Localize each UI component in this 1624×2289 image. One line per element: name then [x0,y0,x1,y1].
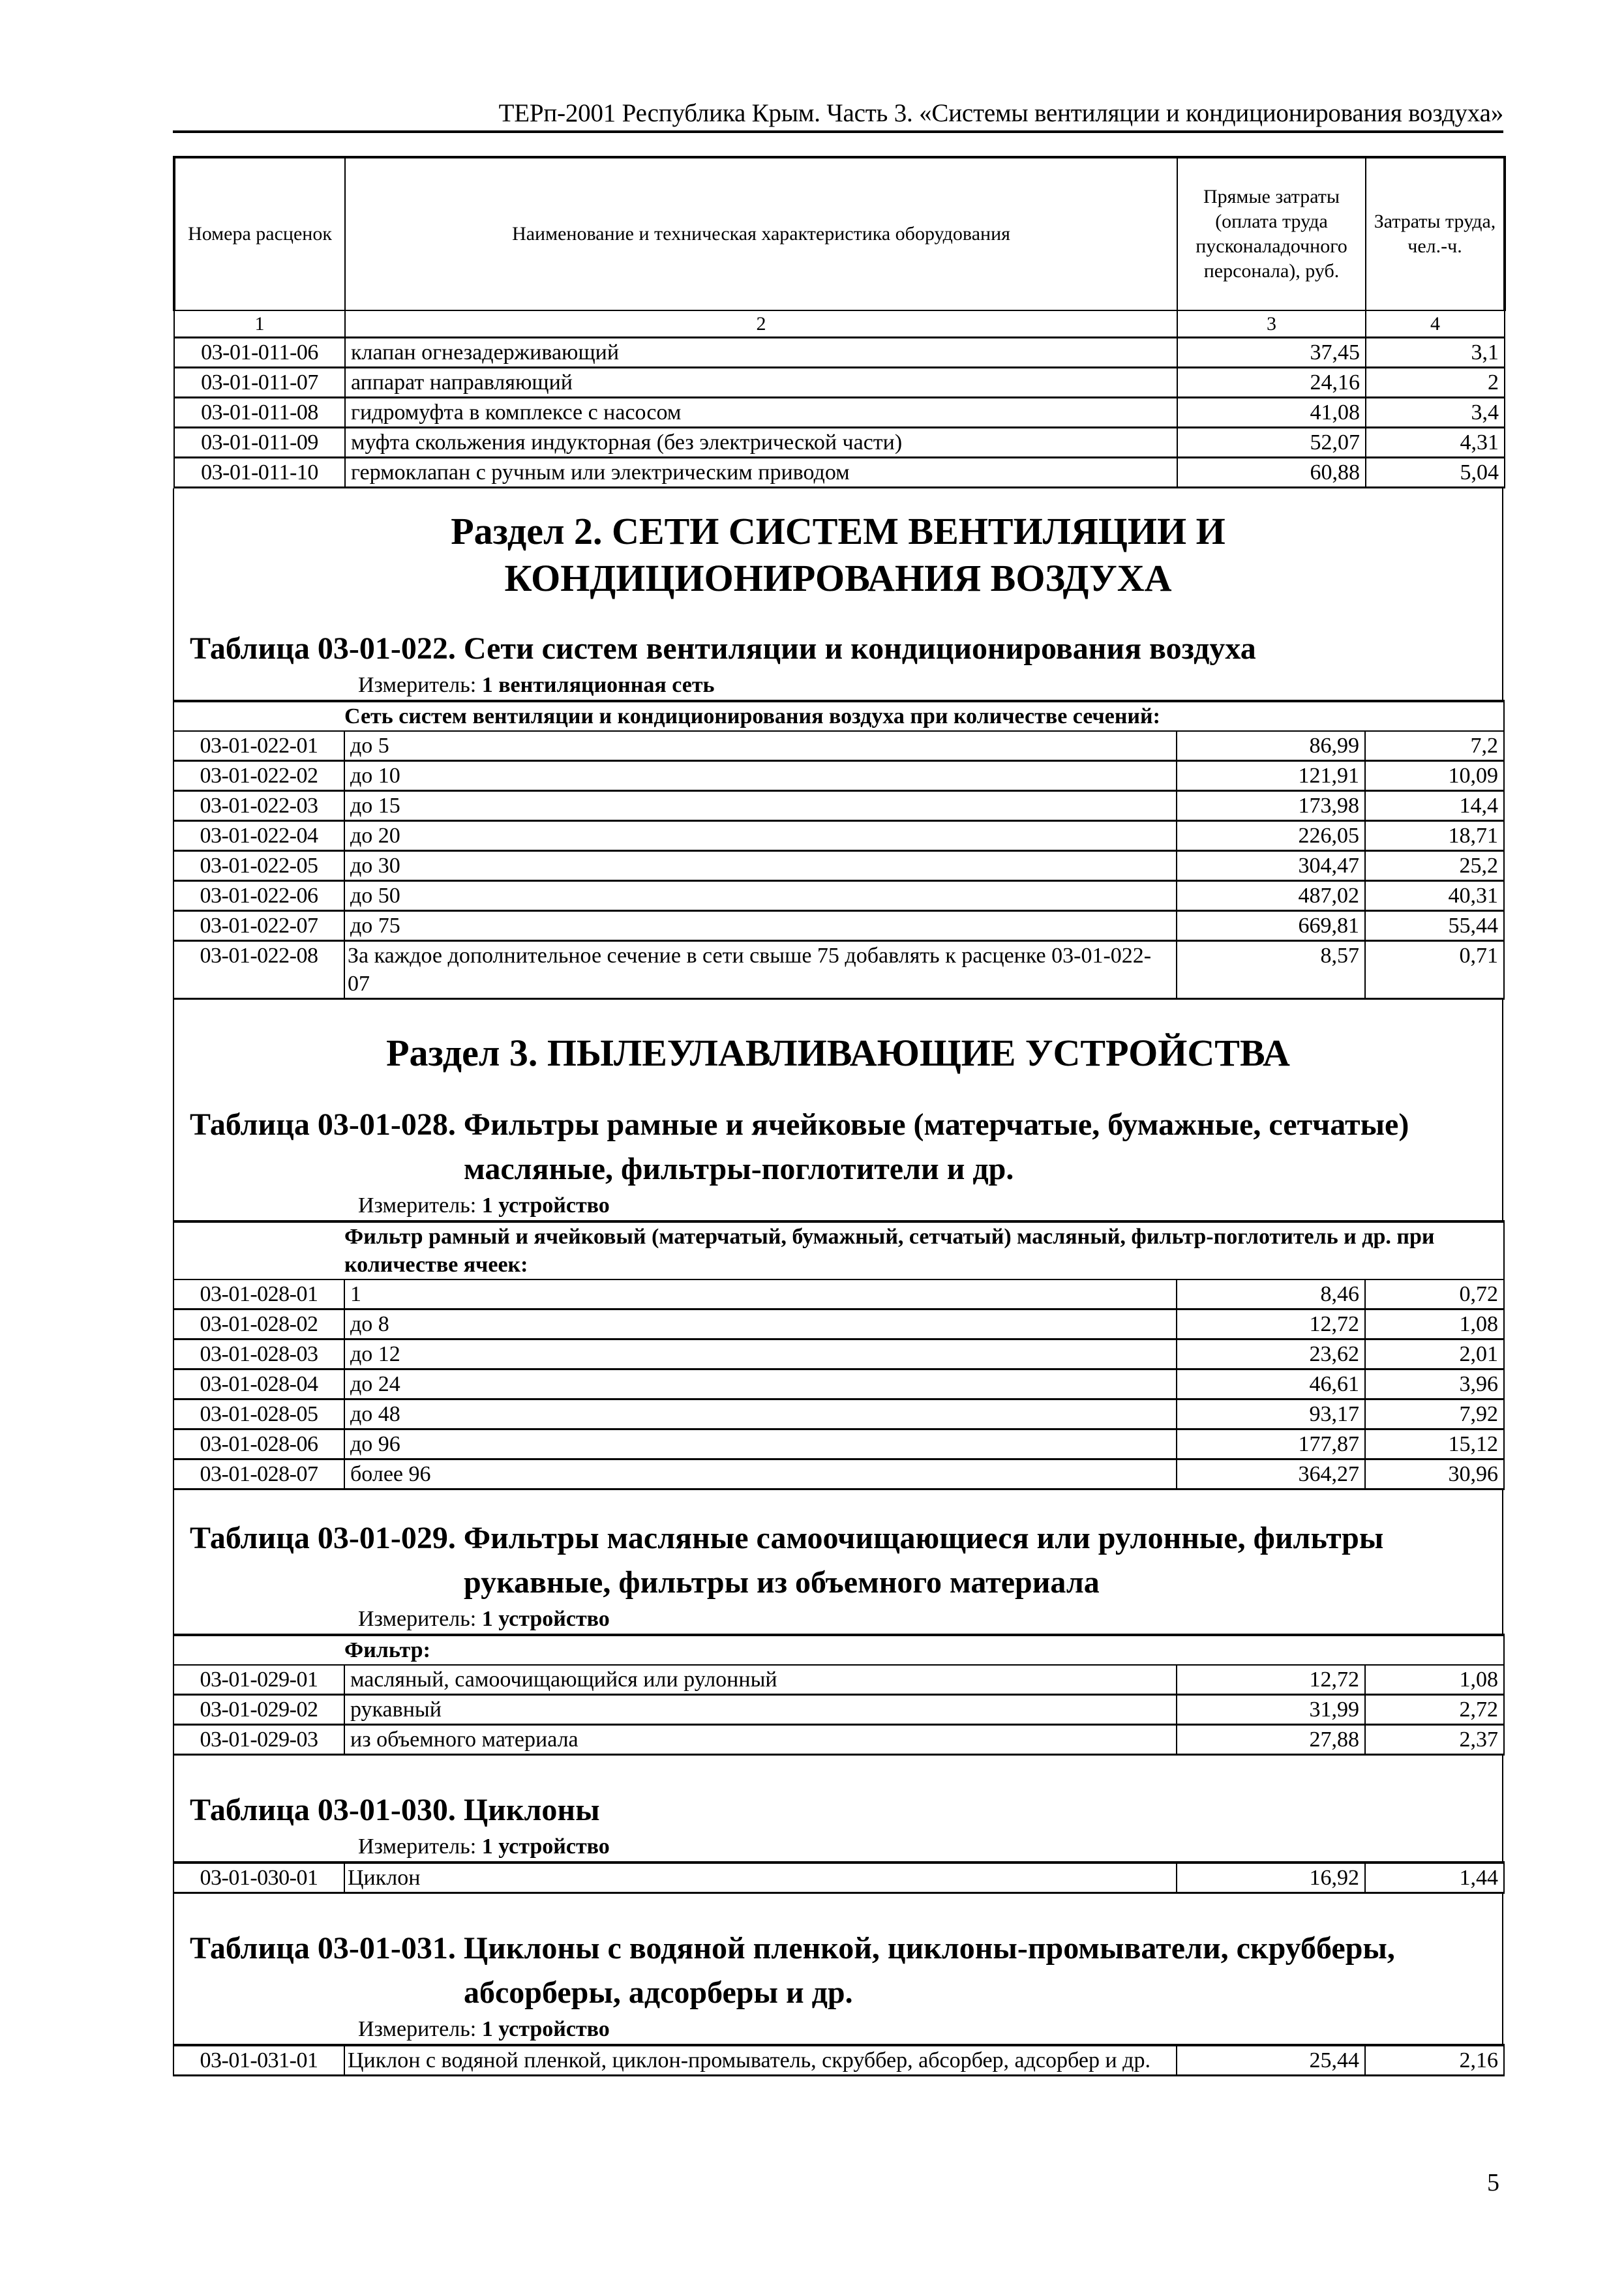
rate-cost: 46,61 [1177,1369,1365,1399]
rate-cost: 364,27 [1177,1459,1365,1489]
rate-code: 03-01-028-04 [173,1369,344,1399]
rate-name: За каждое дополнительное сечение в сети свыше 75 добавлять к расценке 03-01-022-07 [344,941,1177,999]
rate-labor: 2,16 [1365,2045,1504,2076]
document-page [173,156,1503,2076]
table-row [173,821,1504,851]
meter-value: 1 вентиляционная сеть [481,673,715,697]
rate-labor: 3,96 [1365,1369,1504,1399]
rate-name: муфта скольжения индукторная (без электрической части) [345,428,1177,458]
rate-code: 03-01-022-08 [173,941,344,999]
rate-name: Циклон с водяной пленкой, циклон-промыватель, скруббер, абсорбер, адсорбер и др. [344,2045,1177,2076]
rate-name: из объемного материала [344,1725,1177,1755]
table-011-body [174,338,1505,488]
table-row [173,1339,1504,1369]
table-title [174,1516,1502,1605]
rate-cost: 86,99 [1177,731,1365,761]
rate-code: 03-01-031-01 [173,2045,344,2076]
rate-code: 03-01-028-06 [173,1429,344,1459]
table-row [173,941,1504,999]
rate-cost: 304,47 [1177,851,1365,881]
table-030 [173,1861,1505,1894]
rate-labor: 4,31 [1366,428,1505,458]
group-header: Сеть систем вентиляции и кондиционирования воздуха при количестве сечений: [344,701,1504,731]
rate-name: до 10 [344,761,1177,791]
rate-labor: 7,92 [1365,1399,1504,1429]
rate-name: масляный, самоочищающийся или рулонный [344,1665,1177,1695]
column-header-labor: Затраты труда, чел.-ч. [1366,157,1505,310]
table-029-heading [173,1490,1503,1634]
rate-name: до 15 [344,791,1177,821]
rate-cost: 8,46 [1177,1279,1365,1309]
rate-code: 03-01-028-01 [173,1279,344,1309]
rate-labor: 1,08 [1365,1665,1504,1695]
rate-code: 03-01-029-01 [173,1665,344,1695]
table-row [173,1309,1504,1339]
group-header-row [173,701,1504,731]
table-row [173,1429,1504,1459]
table-row [173,1369,1504,1399]
rate-cost: 60,88 [1177,458,1366,488]
table-row [173,1725,1504,1755]
table-title-line-1: Таблица 03-01-028. Фильтры рамные и ячейковые (матерчатые, бумажные, сетчатые) [190,1107,1409,1142]
table-row [174,428,1505,458]
table-title [174,1926,1502,2015]
rate-cost: 669,81 [1177,911,1365,941]
table-title-line-1: Таблица 03-01-029. Фильтры масляные самоочищающиеся или рулонные, фильтры [190,1521,1384,1555]
rate-name: клапан огнезадерживающий [345,338,1177,368]
meter-value: 1 устройство [481,1193,610,1218]
table-row [174,338,1505,368]
table-030-body [173,1863,1504,1893]
header-rule [173,130,1503,133]
rate-cost: 37,45 [1177,338,1366,368]
meter-label: Измеритель: [358,1193,477,1218]
rate-cost: 52,07 [1177,428,1366,458]
rate-cost: 23,62 [1177,1339,1365,1369]
rate-labor: 3,4 [1366,398,1505,428]
table-title-line-2: масляные, фильтры-поглотители и др. [464,1152,1014,1186]
group-header: Фильтр рамный и ячейковый (матерчатый, бумажный, сетчатый) масляный, фильтр-поглотитель и др. при количестве ячеек: [344,1221,1504,1279]
rate-labor: 25,2 [1365,851,1504,881]
rate-labor: 7,2 [1365,731,1504,761]
section-title: Раздел 3. ПЫЛЕУЛАВЛИВАЮЩИЕ УСТРОЙСТВА [386,1032,1290,1074]
rate-labor: 30,96 [1365,1459,1504,1489]
table-row [174,368,1505,398]
rate-code: 03-01-028-03 [173,1339,344,1369]
rate-cost: 27,88 [1177,1725,1365,1755]
rate-code: 03-01-028-07 [173,1459,344,1489]
table-022-body [173,731,1504,999]
meter-value: 1 устройство [481,1834,610,1859]
rate-code: 03-01-022-04 [173,821,344,851]
table-title-line-2: рукавные, фильтры из объемного материала [464,1565,1100,1600]
rate-labor: 55,44 [1365,911,1504,941]
table-022 [173,700,1505,1000]
rate-labor: 1,44 [1365,1863,1504,1893]
meter-line [174,1191,1502,1220]
rate-name: до 30 [344,851,1177,881]
rate-cost: 41,08 [1177,398,1366,428]
rate-name: до 20 [344,821,1177,851]
rate-code: 03-01-028-02 [173,1309,344,1339]
rate-code: 03-01-022-07 [173,911,344,941]
rate-name: до 12 [344,1339,1177,1369]
group-header-row [173,1221,1504,1279]
column-number: 4 [1366,310,1505,338]
rate-labor: 18,71 [1365,821,1504,851]
rate-name: гермоклапан с ручным или электрическим приводом [345,458,1177,488]
table-031-body [173,2045,1504,2076]
section-title: Раздел 2. СЕТИ СИСТЕМ ВЕНТИЛЯЦИИ И КОНДИЦИОНИРОВАНИЯ ВОЗДУХА [451,510,1226,599]
meter-line [174,1605,1502,1634]
rate-code: 03-01-011-06 [174,338,345,368]
table-row [173,791,1504,821]
rate-cost: 24,16 [1177,368,1366,398]
column-number: 1 [174,310,345,338]
table-row [173,881,1504,911]
rate-labor: 15,12 [1365,1429,1504,1459]
page-number: 5 [1487,2169,1499,2196]
rate-cost: 487,02 [1177,881,1365,911]
rate-labor: 0,72 [1365,1279,1504,1309]
table-row [173,1863,1504,1893]
table-row [173,1665,1504,1695]
meter-label: Измеритель: [358,1607,477,1631]
rate-code: 03-01-011-10 [174,458,345,488]
rate-cost: 121,91 [1177,761,1365,791]
rate-labor: 2 [1366,368,1505,398]
rate-cost: 173,98 [1177,791,1365,821]
rate-name: рукавный [344,1695,1177,1725]
rate-cost: 12,72 [1177,1665,1365,1695]
rate-cost: 226,05 [1177,821,1365,851]
table-029 [173,1634,1505,1756]
rate-name: до 48 [344,1399,1177,1429]
table-030-heading [173,1756,1503,1861]
rate-code: 03-01-022-05 [173,851,344,881]
rate-code: 03-01-029-03 [173,1725,344,1755]
rate-cost: 12,72 [1177,1309,1365,1339]
rate-labor: 2,37 [1365,1725,1504,1755]
rate-code: 03-01-011-07 [174,368,345,398]
meter-label: Измеритель: [358,673,477,697]
column-number: 3 [1177,310,1366,338]
meter-label: Измеритель: [358,1834,477,1859]
table-row [173,1279,1504,1309]
rate-name: более 96 [344,1459,1177,1489]
table-028 [173,1220,1505,1490]
rate-name: 1 [344,1279,1177,1309]
rate-labor: 3,1 [1366,338,1505,368]
table-011-continuation [173,156,1506,488]
column-header-row [174,157,1505,310]
meter-label: Измеритель: [358,2017,477,2041]
rate-name: до 75 [344,911,1177,941]
meter-line [174,1833,1502,1861]
table-row [173,1399,1504,1429]
rate-cost: 93,17 [1177,1399,1365,1429]
table-028-body [173,1279,1504,1489]
table-row [174,398,1505,428]
group-header-row [173,1635,1504,1665]
meter-line [174,2015,1502,2044]
table-031 [173,2044,1505,2076]
rate-cost: 25,44 [1177,2045,1365,2076]
column-header-cost: Прямые затраты (оплата труда пусконаладочного персонала), руб. [1177,157,1366,310]
table-title: Таблица 03-01-030. Циклоны [190,1793,600,1827]
section-2-heading [173,488,1503,700]
rate-name: до 8 [344,1309,1177,1339]
table-row [173,2045,1504,2076]
rate-name: до 96 [344,1429,1177,1459]
table-title [174,1103,1502,1191]
group-header: Фильтр: [344,1635,1504,1665]
rate-labor: 1,08 [1365,1309,1504,1339]
rate-labor: 5,04 [1366,458,1505,488]
column-header-name: Наименование и техническая характеристика оборудования [345,157,1177,310]
rate-code: 03-01-011-09 [174,428,345,458]
table-031-heading [173,1894,1503,2044]
rate-name: до 5 [344,731,1177,761]
rate-cost: 16,92 [1177,1863,1365,1893]
rate-labor: 0,71 [1365,941,1504,999]
rate-name: Циклон [344,1863,1177,1893]
rate-code: 03-01-022-02 [173,761,344,791]
rate-code: 03-01-022-03 [173,791,344,821]
running-header: ТЕРп-2001 Республика Крым. Часть 3. «Системы вентиляции и кондиционирования воздуха» [498,99,1503,127]
section-3-heading [173,1000,1503,1220]
table-title-line-1: Таблица 03-01-031. Циклоны с водяной пленкой, циклоны-промыватели, скрубберы, [190,1931,1395,1966]
column-number-row [174,310,1505,338]
table-row [173,1695,1504,1725]
meter-line [174,671,1502,700]
meter-value: 1 устройство [481,1607,610,1631]
rate-cost: 8,57 [1177,941,1365,999]
rate-name: аппарат направляющий [345,368,1177,398]
rate-code: 03-01-022-06 [173,881,344,911]
rate-code: 03-01-022-01 [173,731,344,761]
table-row [173,911,1504,941]
table-row [173,851,1504,881]
table-row [173,731,1504,761]
rate-name: до 24 [344,1369,1177,1399]
table-row [174,458,1505,488]
table-row [173,761,1504,791]
meter-value: 1 устройство [481,2017,610,2041]
rate-code: 03-01-029-02 [173,1695,344,1725]
rate-labor: 2,01 [1365,1339,1504,1369]
rate-labor: 40,31 [1365,881,1504,911]
rate-name: гидромуфта в комплексе с насосом [345,398,1177,428]
rate-code: 03-01-011-08 [174,398,345,428]
rate-labor: 14,4 [1365,791,1504,821]
table-row [173,1459,1504,1489]
rate-code: 03-01-028-05 [173,1399,344,1429]
rate-code: 03-01-030-01 [173,1863,344,1893]
table-title: Таблица 03-01-022. Сети систем вентиляции и кондиционирования воздуха [190,631,1256,666]
column-header-codes: Номера расценок [174,157,345,310]
rate-labor: 2,72 [1365,1695,1504,1725]
rate-labor: 10,09 [1365,761,1504,791]
column-number: 2 [345,310,1177,338]
rate-cost: 177,87 [1177,1429,1365,1459]
table-029-body [173,1665,1504,1755]
table-title-line-2: абсорберы, адсорберы и др. [464,1975,853,2010]
rate-cost: 31,99 [1177,1695,1365,1725]
rate-name: до 50 [344,881,1177,911]
